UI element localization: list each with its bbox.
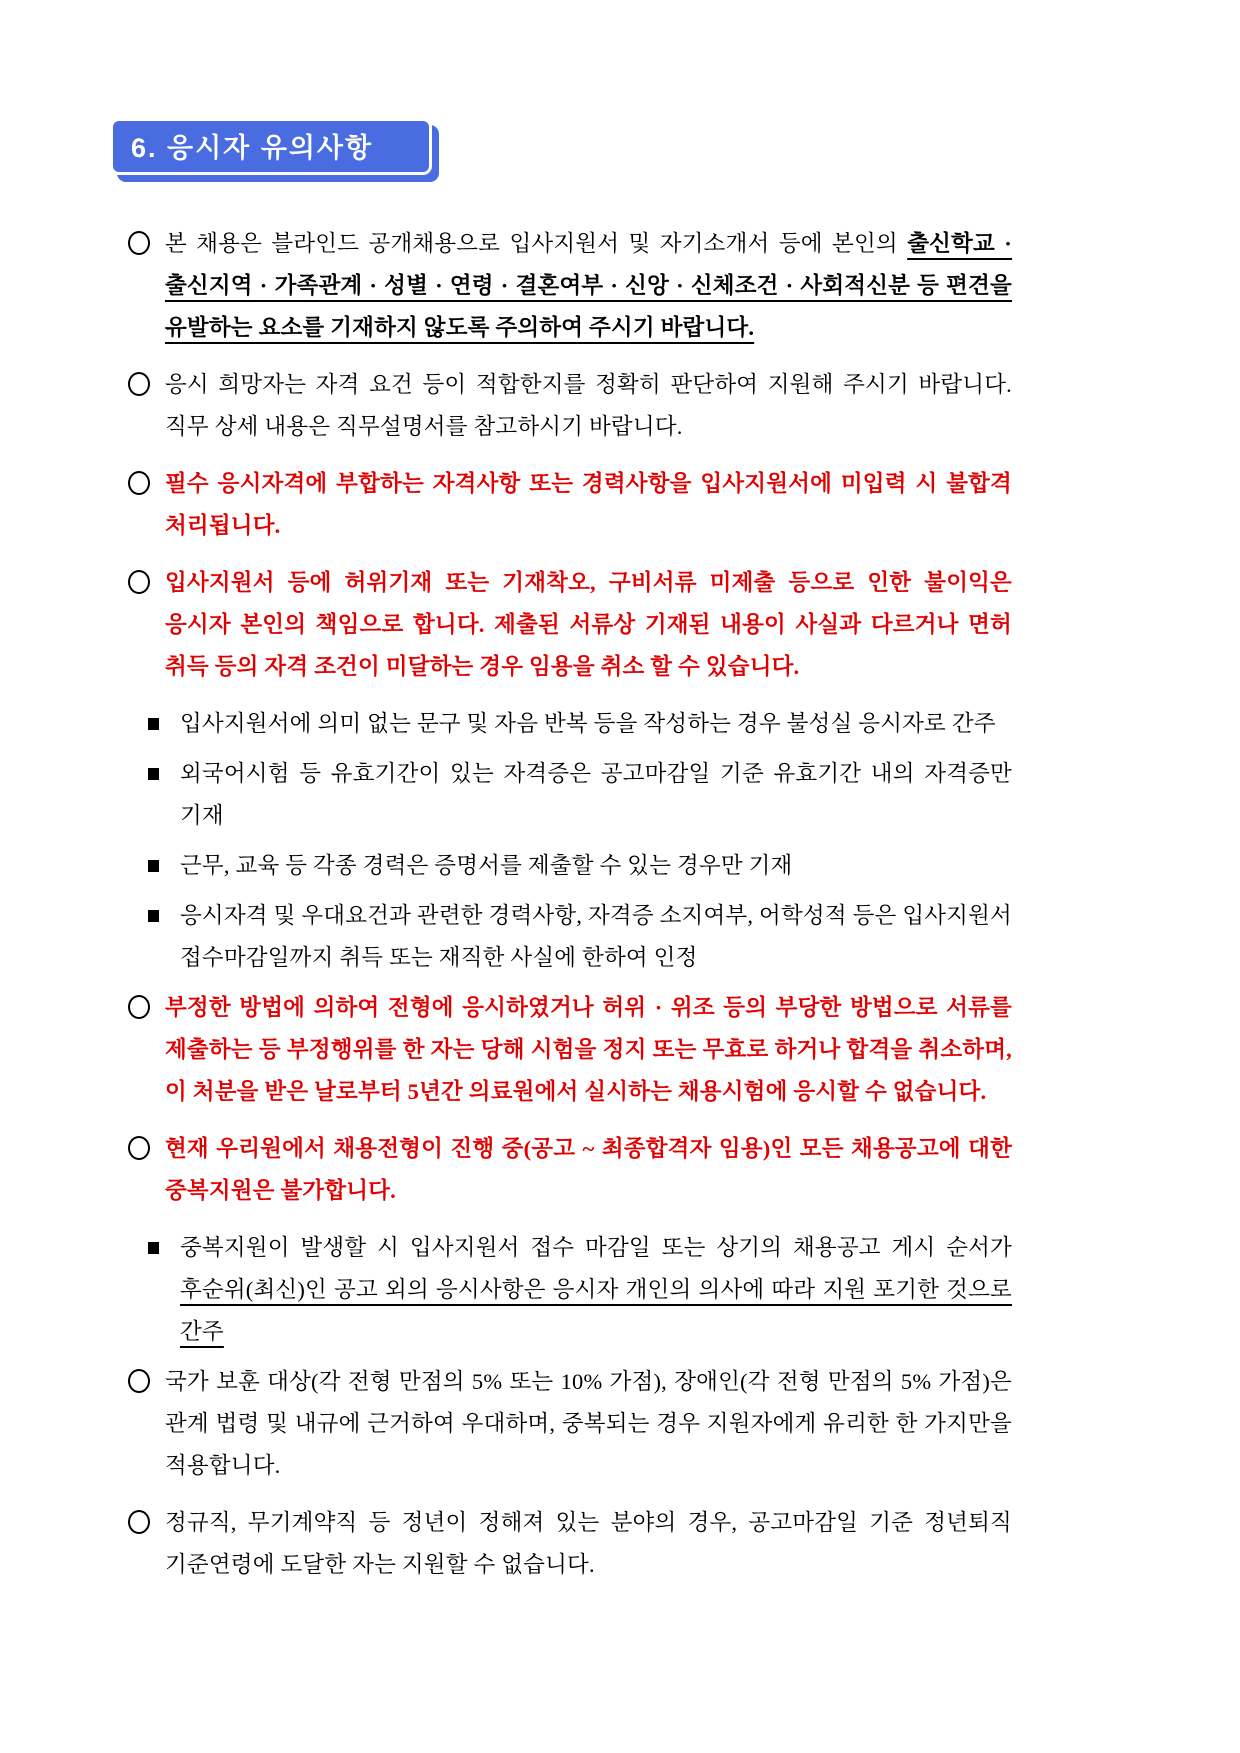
notice-text <box>180 753 1012 837</box>
notice-text-segment: 후순위(최신)인 공고 외의 응시사항은 응시자 개인의 의사에 따라 지원 포기한 것으로 간주 <box>180 1277 1012 1344</box>
circle-bullet-icon <box>128 995 150 1019</box>
square-bullet-icon <box>148 768 159 780</box>
notice-text-segment: 근무, 교육 등 각종 경력은 증명서를 제출할 수 있는 경우만 기재 <box>180 853 793 878</box>
notice-text-segment: 국가 보훈 대상(각 전형 만점의 5% 또는 10% 가점), 장애인(각 전형 만점의 5% 가점)은 관계 법령 및 내규에 근거하여 우대하며, 중복되는 경우 지원자에게 유리한 한 가지만을 적용합니다. <box>165 1369 1012 1478</box>
notice-list <box>128 223 1012 1586</box>
notice-item <box>128 223 1012 349</box>
marker-cell <box>128 223 165 255</box>
notice-text <box>165 364 1012 448</box>
marker-cell <box>148 895 180 922</box>
circle-bullet-icon <box>128 471 150 495</box>
section-title: 6. 응시자 유의사항 <box>131 133 374 163</box>
marker-cell <box>128 463 165 495</box>
notice-text-segment: 필수 응시자격에 부합하는 자격사항 또는 경력사항을 입사지원서에 미입력 시 불합격 처리됩니다. <box>165 471 1012 538</box>
circle-bullet-icon <box>128 1510 150 1534</box>
notice-item <box>128 364 1012 448</box>
circle-bullet-icon <box>128 1136 150 1160</box>
square-bullet-icon <box>148 860 159 872</box>
notice-sub-item <box>148 1227 1012 1353</box>
marker-cell <box>128 364 165 396</box>
notice-sub-item <box>148 845 1012 887</box>
notice-text-segment: 입사지원서에 의미 없는 문구 및 자음 반복 등을 작성하는 경우 불성실 응시자로 간주 <box>180 711 996 736</box>
notice-text-segment: 입사지원서 등에 허위기재 또는 기재착오, 구비서류 미제출 등으로 인한 불이익은 응시자 본인의 책임으로 합니다. 제출된 서류상 기재된 내용이 사실과 다르거나 면허 취득 등의 자격 조건이 미달하는 경우 임용을 취소 할 수 있습니다. <box>165 570 1012 679</box>
circle-bullet-icon <box>128 1369 150 1393</box>
notice-text-segment: 현재 우리원에서 채용전형이 진행 중(공고 ~ 최종합격자 임용)인 모든 채용공고에 대한 중복지원은 불가합니다. <box>165 1136 1012 1203</box>
notice-text <box>165 562 1012 688</box>
notice-text-segment: 응시자격 및 우대요건과 관련한 경력사항, 자격증 소지여부, 어학성적 등은 입사지원서 접수마감일까지 취득 또는 재직한 사실에 한하여 인정 <box>180 903 1012 970</box>
notice-text <box>165 1361 1012 1487</box>
notice-text-segment: 부정한 방법에 의하여 전형에 응시하였거나 허위 · 위조 등의 부당한 방법으로 서류를 제출하는 등 부정행위를 한 자는 당해 시험을 정지 또는 무효로 하거나 합격을 취소하며, 이 처분을 받은 날로부터 5년간 의료원에서 실시하는 채용시험에 응시할 수 없습니다. <box>165 995 1012 1104</box>
circle-bullet-icon <box>128 570 150 594</box>
notice-text <box>165 1128 1012 1212</box>
marker-cell <box>128 1361 165 1393</box>
marker-cell <box>148 703 180 730</box>
notice-text <box>180 1227 1012 1353</box>
notice-item <box>128 562 1012 688</box>
notice-item <box>128 987 1012 1113</box>
notice-text-segment: 정규직, 무기계약직 등 정년이 정해져 있는 분야의 경우, 공고마감일 기준 정년퇴직 기준연령에 도달한 자는 지원할 수 없습니다. <box>165 1510 1012 1577</box>
marker-cell <box>128 1502 165 1534</box>
notice-text-segment: 본 채용은 블라인드 공개채용으로 입사지원서 및 자기소개서 등에 본인의 <box>165 231 908 256</box>
notice-text <box>180 845 1012 887</box>
marker-cell <box>148 1227 180 1254</box>
notice-text-segment: 외국어시험 등 유효기간이 있는 자격증은 공고마감일 기준 유효기간 내의 자격증만 기재 <box>180 761 1012 828</box>
marker-cell <box>128 987 165 1019</box>
notice-sub-item <box>148 703 1012 745</box>
notice-item <box>128 1361 1012 1487</box>
notice-text <box>165 1502 1012 1586</box>
marker-cell <box>128 1128 165 1160</box>
square-bullet-icon <box>148 1242 159 1254</box>
notice-item <box>128 463 1012 547</box>
notice-sub-item <box>148 895 1012 979</box>
notice-item <box>128 1128 1012 1212</box>
circle-bullet-icon <box>128 372 150 396</box>
notice-text <box>180 895 1012 979</box>
notice-sub-item <box>148 753 1012 837</box>
notice-text <box>165 987 1012 1113</box>
circle-bullet-icon <box>128 231 150 255</box>
notice-item <box>128 1502 1012 1586</box>
notice-text-segment: 응시 희망자는 자격 요건 등이 적합한지를 정확히 판단하여 지원해 주시기 바랍니다. 직무 상세 내용은 직무설명서를 참고하시기 바랍니다. <box>165 372 1012 439</box>
marker-cell <box>148 845 180 872</box>
notice-text-segment: 출신학교 · 출신지역 · 가족관계 · 성별 · 연령 · 결혼여부 · 신앙 · 신체조건 · 사회적신분 등 편견을 유발하는 요소를 기재하지 않도록 주의하여 주시기 바랍니다. <box>165 231 1012 340</box>
marker-cell <box>148 753 180 780</box>
section-header-box <box>110 118 432 175</box>
marker-cell <box>128 562 165 594</box>
notice-text <box>165 463 1012 547</box>
notice-text <box>165 223 1012 349</box>
notice-text <box>180 703 1012 745</box>
square-bullet-icon <box>148 718 159 730</box>
square-bullet-icon <box>148 910 159 922</box>
notice-text-segment: 중복지원이 발생할 시 입사지원서 접수 마감일 또는 상기의 채용공고 게시 순서가 <box>180 1235 1012 1260</box>
